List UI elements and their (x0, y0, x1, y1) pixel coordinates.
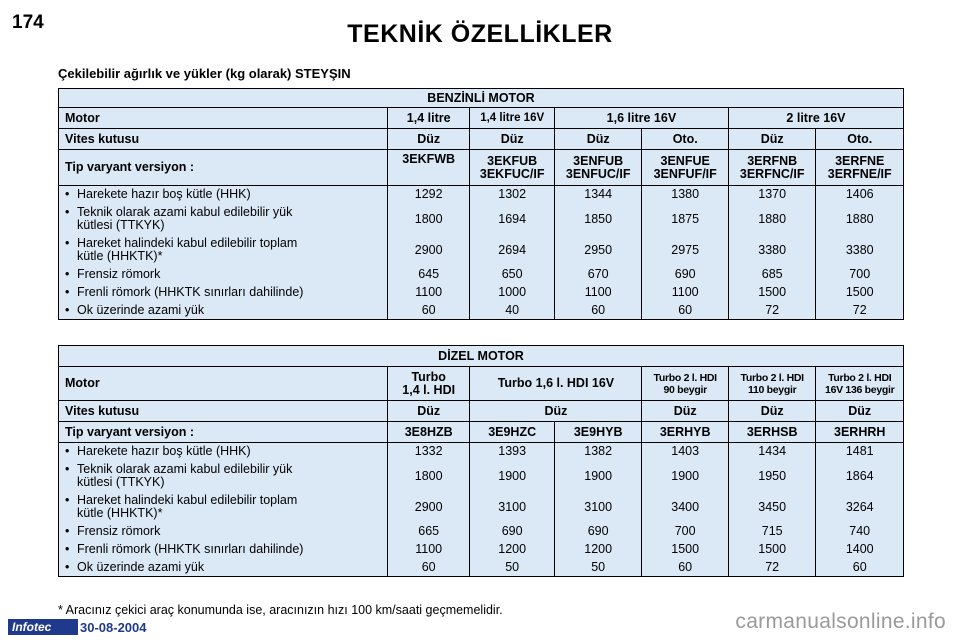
cell-value: 665 (387, 523, 469, 541)
cell-value: 685 (728, 266, 816, 284)
diesel-type-label: Tip varyant versiyon : (59, 422, 388, 443)
cell-value: 1302 (470, 186, 555, 204)
cell-value: 1200 (470, 541, 554, 559)
cell-value: 1100 (554, 284, 642, 302)
row-label: • Harekete hazır boş kütle (HHK) (59, 443, 388, 461)
petrol-type-label: Tip varyant versiyon : (59, 150, 388, 186)
table-row (59, 186, 904, 204)
cell-value: 1880 (816, 204, 904, 235)
petrol-gearbox: Oto. (816, 129, 904, 150)
cell-value: 1100 (642, 284, 729, 302)
cell-value: 1900 (642, 461, 729, 492)
petrol-type: 3ENFUB 3ENFUC/IF (554, 150, 642, 186)
cell-value: 1382 (554, 443, 642, 461)
table-row (59, 266, 904, 284)
cell-value: 1000 (470, 284, 555, 302)
cell-value: 1800 (387, 461, 469, 492)
cell-value: 2950 (554, 235, 642, 266)
row-label: • Frensiz römork (59, 523, 388, 541)
petrol-type: 3ERFNE 3ERFNE/IF (816, 150, 904, 186)
diesel-gearbox: Düz (470, 401, 642, 422)
diesel-type: 3ERHSB (728, 422, 816, 443)
row-label: • Hareket halindeki kabul edilebilir toplam kütle (HHKTK)* (59, 492, 388, 523)
petrol-gearbox-label: Vites kutusu (59, 129, 388, 150)
footnote: * Aracınız çekici araç konumunda ise, aracınızın hızı 100 km/saati geçmemelidir. (58, 603, 503, 617)
diesel-type: 3ERHRH (816, 422, 904, 443)
diesel-heading: DİZEL MOTOR (59, 346, 904, 367)
diesel-motor: Turbo 1,4 l. HDI (387, 367, 469, 401)
cell-value: 1403 (642, 443, 729, 461)
diesel-type: 3E9HZC (470, 422, 554, 443)
table-row (59, 235, 904, 266)
table-row (59, 523, 904, 541)
cell-value: 72 (816, 302, 904, 320)
petrol-motor-label: Motor (59, 108, 388, 129)
cell-value: 1393 (470, 443, 554, 461)
brand-logo: Infotec (8, 619, 78, 635)
petrol-motor: 1,4 litre (387, 108, 469, 129)
petrol-gearbox: Oto. (642, 129, 729, 150)
table-row (59, 443, 904, 461)
cell-value: 1694 (470, 204, 555, 235)
petrol-motor: 1,4 litre 16V (470, 108, 555, 129)
cell-value: 72 (728, 559, 816, 577)
row-label: • Frensiz römork (59, 266, 388, 284)
section-subtitle: Çekilebilir ağırlık ve yükler (kg olarak) STEYŞIN (58, 66, 351, 81)
diesel-type: 3E8HZB (387, 422, 469, 443)
table-row (59, 559, 904, 577)
petrol-motor: 1,6 litre 16V (554, 108, 728, 129)
cell-value: 1880 (728, 204, 816, 235)
cell-value: 1400 (816, 541, 904, 559)
diesel-type: 3ERHYB (642, 422, 729, 443)
cell-value: 1370 (728, 186, 816, 204)
page-title: TEKNİK ÖZELLİKLER (347, 20, 613, 48)
cell-value: 1100 (387, 284, 469, 302)
row-label: • Ok üzerinde azami yük (59, 302, 388, 320)
cell-value: 650 (470, 266, 555, 284)
diesel-motor-label: Motor (59, 367, 388, 401)
diesel-spec-table (58, 345, 904, 577)
diesel-motor: Turbo 2 l. HDI 16V 136 beygir (816, 367, 904, 401)
cell-value: 60 (642, 302, 729, 320)
cell-value: 1900 (554, 461, 642, 492)
cell-value: 1100 (387, 541, 469, 559)
petrol-type: 3EKFUB 3EKFUC/IF (470, 150, 555, 186)
cell-value: 1332 (387, 443, 469, 461)
table-row (59, 204, 904, 235)
cell-value: 60 (387, 302, 469, 320)
cell-value: 1500 (728, 284, 816, 302)
cell-value: 1292 (387, 186, 469, 204)
cell-value: 2900 (387, 492, 469, 523)
diesel-motor: Turbo 2 l. HDI 110 beygir (728, 367, 816, 401)
row-label: • Teknik olarak azami kabul edilebilir yük kütlesi (TTKYK) (59, 204, 388, 235)
row-label: • Harekete hazır boş kütle (HHK) (59, 186, 388, 204)
cell-value: 60 (816, 559, 904, 577)
cell-value: 1800 (387, 204, 469, 235)
table-row (59, 492, 904, 523)
cell-value: 1864 (816, 461, 904, 492)
cell-value: 690 (470, 523, 554, 541)
cell-value: 645 (387, 266, 469, 284)
diesel-type: 3E9HYB (554, 422, 642, 443)
petrol-spec-table (58, 88, 904, 320)
cell-value: 2694 (470, 235, 555, 266)
cell-value: 670 (554, 266, 642, 284)
diesel-motor: Turbo 1,6 l. HDI 16V (470, 367, 642, 401)
cell-value: 40 (470, 302, 555, 320)
row-label: • Teknik olarak azami kabul edilebilir yük kütlesi (TTKYK) (59, 461, 388, 492)
cell-value: 1850 (554, 204, 642, 235)
cell-value: 3400 (642, 492, 729, 523)
cell-value: 1200 (554, 541, 642, 559)
cell-value: 3100 (470, 492, 554, 523)
cell-value: 3264 (816, 492, 904, 523)
cell-value: 3100 (554, 492, 642, 523)
cell-value: 3450 (728, 492, 816, 523)
petrol-motor: 2 litre 16V (728, 108, 903, 129)
diesel-gearbox: Düz (387, 401, 469, 422)
cell-value: 690 (554, 523, 642, 541)
cell-value: 1434 (728, 443, 816, 461)
petrol-gearbox: Düz (728, 129, 816, 150)
diesel-motor: Turbo 2 l. HDI 90 beygir (642, 367, 729, 401)
cell-value: 740 (816, 523, 904, 541)
table-row (59, 541, 904, 559)
diesel-gearbox: Düz (816, 401, 904, 422)
petrol-gearbox: Düz (470, 129, 555, 150)
row-label: • Frenli römork (HHKTK sınırları dahilinde) (59, 541, 388, 559)
cell-value: 700 (816, 266, 904, 284)
cell-value: 60 (642, 559, 729, 577)
cell-value: 1481 (816, 443, 904, 461)
cell-value: 2900 (387, 235, 469, 266)
table-row (59, 284, 904, 302)
cell-value: 1875 (642, 204, 729, 235)
diesel-gearbox: Düz (642, 401, 729, 422)
cell-value: 1500 (728, 541, 816, 559)
page-number: 174 (12, 12, 44, 33)
cell-value: 1344 (554, 186, 642, 204)
cell-value: 1500 (642, 541, 729, 559)
cell-value: 2975 (642, 235, 729, 266)
cell-value: 3380 (728, 235, 816, 266)
petrol-type: 3EKFWB (387, 150, 469, 186)
brand-date: 30-08-2004 (80, 620, 147, 635)
table-row (59, 302, 904, 320)
petrol-type: 3ERFNB 3ERFNC/IF (728, 150, 816, 186)
cell-value: 1500 (816, 284, 904, 302)
table-row (59, 461, 904, 492)
cell-value: 715 (728, 523, 816, 541)
petrol-type: 3ENFUE 3ENFUF/IF (642, 150, 729, 186)
cell-value: 1950 (728, 461, 816, 492)
cell-value: 690 (642, 266, 729, 284)
diesel-gearbox: Düz (728, 401, 816, 422)
watermark: carmanualsonline.info (735, 610, 946, 633)
cell-value: 60 (387, 559, 469, 577)
petrol-heading: BENZİNLİ MOTOR (59, 89, 904, 108)
row-label: • Ok üzerinde azami yük (59, 559, 388, 577)
cell-value: 1380 (642, 186, 729, 204)
cell-value: 50 (554, 559, 642, 577)
petrol-gearbox: Düz (554, 129, 642, 150)
cell-value: 1900 (470, 461, 554, 492)
row-label: • Frenli römork (HHKTK sınırları dahilinde) (59, 284, 388, 302)
cell-value: 72 (728, 302, 816, 320)
cell-value: 700 (642, 523, 729, 541)
cell-value: 60 (554, 302, 642, 320)
cell-value: 1406 (816, 186, 904, 204)
cell-value: 50 (470, 559, 554, 577)
cell-value: 3380 (816, 235, 904, 266)
petrol-gearbox: Düz (387, 129, 469, 150)
diesel-gearbox-label: Vites kutusu (59, 401, 388, 422)
row-label: • Hareket halindeki kabul edilebilir toplam kütle (HHKTK)* (59, 235, 388, 266)
